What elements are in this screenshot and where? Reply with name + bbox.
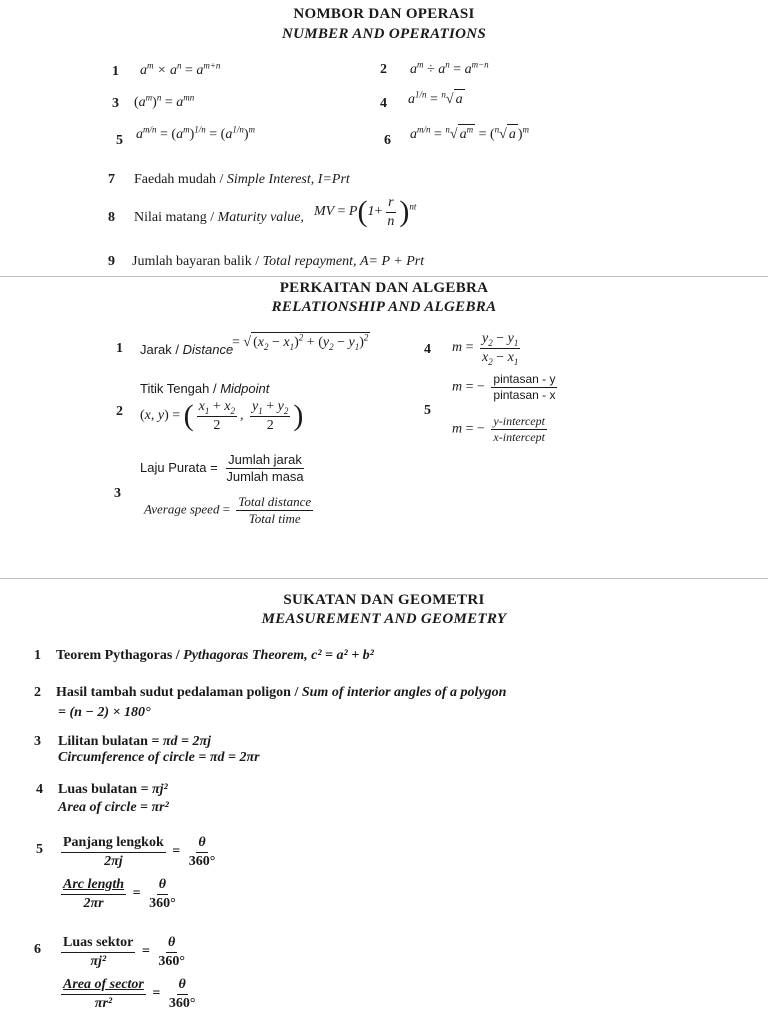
formula-gradient: m = $\frac{y_2 - y_1}{x_2 - x_1}$ (452, 331, 519, 367)
formula-average-speed-en: Average speed = $\frac{\text{Total distance}}{\text{Total time}}$ (144, 494, 312, 527)
formula-pythagoras: c² = a² + b² (311, 648, 374, 663)
label-en: Total repayment, (262, 254, 357, 269)
formula-midpoint: (x, y) = ( $\frac{x_1 + x_2}{2}$ , $\frac{y_1 + y_2}{2}$ ) (140, 399, 304, 433)
interior-angle-label: Hasil tambah sudut pedalaman poligon / Sum of interior angles of a polygon (56, 685, 507, 700)
circumference-en-row: Circumference of circle = πd = 2πr (58, 750, 260, 765)
pythagoras-row: Teorem Pythagoras / Pythagoras Theorem, c² = a² + b² (56, 648, 374, 663)
formula-arc-length-en: $\frac{\text{Arc length}}{2\pi r}$ = $\frac{\theta}{360^\circ}$ (63, 877, 176, 911)
item-number: 5 (424, 403, 431, 418)
formula-exp-multiply: $a^m \times a^n = a^{m+n}$ (140, 60, 221, 78)
item-number: 6 (384, 133, 391, 148)
section-title-number: NOMBOR DAN OPERASI (293, 6, 475, 22)
section-subtitle-measurement: MEASUREMENT AND GEOMETRY (261, 611, 507, 627)
item-number: 9 (108, 254, 115, 269)
item-number: 2 (116, 404, 123, 419)
item-number: 4 (380, 96, 387, 111)
section-title-relationship: PERKAITAN DAN ALGEBRA (279, 280, 489, 296)
formula-gradient-intercept-en: m = − $\frac{\text{y-intercept}}{\text{x-intercept}}$ (452, 414, 545, 444)
area-circle-en-row: Area of circle = πr² (58, 800, 169, 815)
section-divider (0, 578, 768, 579)
label-en: Simple Interest, (226, 172, 315, 187)
formula-arc-length-ms: $\frac{\text{Panjang lengkok}}{2\pi j}$ = $\frac{\theta}{360^\circ}$ (63, 835, 216, 869)
item-number: 5 (116, 133, 123, 148)
formula-sector-area-ms: $\frac{\text{Luas sektor}}{\text{πj²}}$ = $\frac{\theta}{360^\circ}$ (63, 935, 185, 969)
formula-total-repayment: A= P + Prt (360, 254, 425, 269)
formula-power-of-power: $(a^m)^n = a^{mn}$ (134, 92, 195, 110)
item-number: 2 (380, 62, 387, 77)
formula-circumference-ms: = πd = 2πj (151, 734, 212, 749)
section-subtitle-relationship: RELATIONSHIP AND ALGEBRA (271, 299, 497, 315)
formula-exp-divide: $a^m \div a^n = a^{m-n}$ (410, 59, 489, 77)
item-number: 2 (34, 685, 41, 700)
formula-maturity-value: MV = P(1+ $\frac{r}{n}$ )$^{nt}$ (314, 195, 417, 229)
item-number: 6 (34, 942, 41, 957)
midpoint-label: Titik Tengah / Midpoint (140, 381, 270, 396)
distance-label: Jarak / Distance (140, 342, 234, 357)
section-title-measurement: SUKATAN DAN GEOMETRI (283, 592, 485, 608)
formula-interior-angle: = (n − 2) × 180° (58, 705, 151, 720)
formula-gradient-intercept-ms: m = − $\frac{\text{pintasan - y}}{\text{pintasan - x}}$ (452, 372, 556, 402)
formula-distance: = √ $(x_2 - x_1)^2 + (y_2 - y_1)^2$ (232, 332, 369, 352)
formula-fraction-exponent: $a^{m/n} = (a^m)^{1/n} = (a^{1/n})^m$ (136, 124, 256, 142)
label-en: Maturity value, (217, 210, 304, 225)
label-ms: Nilai matang / (134, 210, 218, 225)
simple-interest-row (134, 172, 350, 188)
item-number: 3 (34, 734, 41, 749)
formula-area-circle-ms: = πj² (140, 782, 168, 797)
item-number: 5 (36, 842, 43, 857)
formula-fraction-root: $a^{m/n} = ^n√$ $a^m = (^n√$ a )$^m$ (410, 124, 530, 142)
label-ms: Jumlah bayaran balik / (132, 254, 263, 269)
item-number: 1 (116, 341, 123, 356)
label-ms: Faedah mudah / (134, 172, 227, 187)
formula-circumference-en: = πd = 2πr (198, 750, 260, 765)
formula-root: $a^{1/n} = ^n√$ a (408, 89, 463, 107)
maturity-label-row (134, 210, 304, 226)
section-subtitle-number: NUMBER AND OPERATIONS (281, 26, 487, 42)
formula-simple-interest: I=Prt (317, 172, 350, 187)
circumference-ms-row: Lilitan bulatan = πd = 2πj (58, 734, 212, 749)
repayment-row (132, 254, 424, 270)
item-number: 3 (114, 486, 121, 501)
item-number: 4 (424, 342, 431, 357)
section-divider (0, 276, 768, 277)
item-number: 7 (108, 172, 115, 187)
item-number: 1 (112, 64, 119, 79)
item-number: 8 (108, 210, 115, 225)
formula-area-circle-en: = πr² (140, 800, 169, 815)
item-number: 1 (34, 648, 41, 663)
formula-average-speed-ms: Laju Purata = $\frac{\text{Jumlah jarak}}{\text{Jumlah masa}}$ (140, 452, 304, 485)
formula-sector-area-en: $\frac{\text{Area of sector}}{\text{πr²}}$ = $\frac{\theta}{360^\circ}$ (63, 977, 196, 1011)
item-number: 4 (36, 782, 43, 797)
area-circle-ms-row: Luas bulatan = πj² (58, 782, 168, 797)
item-number: 3 (112, 96, 119, 111)
